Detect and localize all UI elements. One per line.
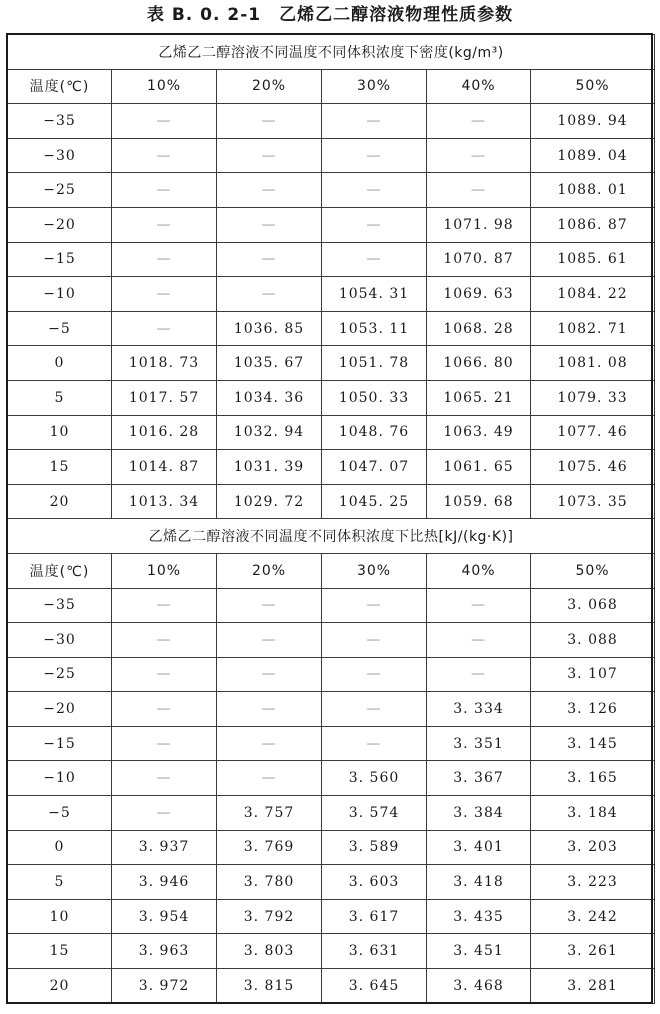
value-cell: 3. 334 xyxy=(427,692,531,727)
value-cell: 1054. 31 xyxy=(322,277,427,312)
value-cell: 3. 107 xyxy=(531,657,655,692)
column-header: 50% xyxy=(531,553,655,588)
value-cell: 1051. 78 xyxy=(322,346,427,381)
value-cell: 1070. 87 xyxy=(427,242,531,277)
value-cell: — xyxy=(217,692,322,727)
table-row xyxy=(8,761,655,796)
table-row xyxy=(8,242,655,277)
value-cell: 1034. 36 xyxy=(217,380,322,415)
table-row xyxy=(8,588,655,623)
temperature-cell: 15 xyxy=(8,450,112,485)
value-cell: — xyxy=(112,623,217,658)
temperature-cell: 15 xyxy=(8,934,112,969)
table-title-text: 乙烯乙二醇溶液物理性质参数 xyxy=(279,5,514,25)
value-cell: 3. 803 xyxy=(217,934,322,969)
table-row xyxy=(8,346,655,381)
value-cell: — xyxy=(112,692,217,727)
value-cell: 3. 757 xyxy=(217,796,322,831)
value-cell: 1069. 63 xyxy=(427,277,531,312)
table-row xyxy=(8,623,655,658)
value-cell: 1061. 65 xyxy=(427,450,531,485)
column-header: 20% xyxy=(217,553,322,588)
temperature-cell: 20 xyxy=(8,484,112,519)
value-cell: 3. 963 xyxy=(112,934,217,969)
temperature-cell: −5 xyxy=(8,796,112,831)
value-cell: — xyxy=(322,657,427,692)
value-cell: — xyxy=(217,173,322,208)
value-cell: 3. 792 xyxy=(217,899,322,934)
value-cell: 1082. 71 xyxy=(531,311,655,346)
table-row xyxy=(8,311,655,346)
value-cell: 1085. 61 xyxy=(531,242,655,277)
temperature-cell: 10 xyxy=(8,899,112,934)
value-cell: — xyxy=(217,207,322,242)
value-cell: 3. 631 xyxy=(322,934,427,969)
temperature-cell: −30 xyxy=(8,138,112,173)
value-cell: 1016. 28 xyxy=(112,415,217,450)
value-cell: 1017. 57 xyxy=(112,380,217,415)
value-cell: 3. 068 xyxy=(531,588,655,623)
temperature-cell: 5 xyxy=(8,380,112,415)
value-cell: 1029. 72 xyxy=(217,484,322,519)
column-header: 温度(℃) xyxy=(8,553,112,588)
value-cell: — xyxy=(427,623,531,658)
value-cell: 1036. 85 xyxy=(217,311,322,346)
table-row xyxy=(8,865,655,900)
value-cell: — xyxy=(112,138,217,173)
temperature-cell: −10 xyxy=(8,277,112,312)
value-cell: 3. 184 xyxy=(531,796,655,831)
column-header: 40% xyxy=(427,553,531,588)
value-cell: 3. 574 xyxy=(322,796,427,831)
value-cell: — xyxy=(322,207,427,242)
density-header-row xyxy=(8,69,655,104)
value-cell: 1050. 33 xyxy=(322,380,427,415)
value-cell: — xyxy=(427,588,531,623)
value-cell: 1071. 98 xyxy=(427,207,531,242)
value-cell: 3. 954 xyxy=(112,899,217,934)
value-cell: 1086. 87 xyxy=(531,207,655,242)
value-cell: 3. 351 xyxy=(427,726,531,761)
value-cell: — xyxy=(427,138,531,173)
temperature-cell: −20 xyxy=(8,692,112,727)
value-cell: — xyxy=(217,242,322,277)
value-cell: 3. 560 xyxy=(322,761,427,796)
table-number: 表 B. 0. 2-1 xyxy=(146,5,262,25)
column-header: 30% xyxy=(322,69,427,104)
table-row xyxy=(8,830,655,865)
value-cell: 1053. 11 xyxy=(322,311,427,346)
table-row xyxy=(8,726,655,761)
value-cell: 3. 223 xyxy=(531,865,655,900)
value-cell: 1035. 67 xyxy=(217,346,322,381)
column-header: 50% xyxy=(531,69,655,104)
value-cell: 3. 145 xyxy=(531,726,655,761)
value-cell: — xyxy=(217,761,322,796)
value-cell: — xyxy=(217,588,322,623)
value-cell: 1063. 49 xyxy=(427,415,531,450)
value-cell: 1031. 39 xyxy=(217,450,322,485)
value-cell: 3. 468 xyxy=(427,969,531,1004)
value-cell: 3. 815 xyxy=(217,969,322,1004)
table-row xyxy=(8,380,655,415)
temperature-cell: −15 xyxy=(8,726,112,761)
temperature-cell: 20 xyxy=(8,969,112,1004)
value-cell: — xyxy=(112,657,217,692)
value-cell: 1075. 46 xyxy=(531,450,655,485)
table-row xyxy=(8,934,655,969)
temperature-cell: 0 xyxy=(8,346,112,381)
value-cell: — xyxy=(217,657,322,692)
value-cell: 1077. 46 xyxy=(531,415,655,450)
value-cell: 1047. 07 xyxy=(322,450,427,485)
column-header: 10% xyxy=(112,69,217,104)
value-cell: 3. 645 xyxy=(322,969,427,1004)
value-cell: 3. 261 xyxy=(531,934,655,969)
value-cell: 3. 088 xyxy=(531,623,655,658)
temperature-cell: −20 xyxy=(8,207,112,242)
table-row xyxy=(8,796,655,831)
column-header: 20% xyxy=(217,69,322,104)
document-title xyxy=(0,3,660,27)
temperature-cell: −15 xyxy=(8,242,112,277)
table-row xyxy=(8,692,655,727)
value-cell: — xyxy=(112,796,217,831)
value-cell: 1081. 08 xyxy=(531,346,655,381)
value-cell: 3. 780 xyxy=(217,865,322,900)
value-cell: — xyxy=(322,623,427,658)
value-cell: — xyxy=(112,207,217,242)
value-cell: 3. 972 xyxy=(112,969,217,1004)
value-cell: 1068. 28 xyxy=(427,311,531,346)
value-cell: — xyxy=(217,726,322,761)
temperature-cell: −30 xyxy=(8,623,112,658)
value-cell: — xyxy=(322,173,427,208)
table-row xyxy=(8,207,655,242)
value-cell: — xyxy=(217,138,322,173)
value-cell: 1089. 04 xyxy=(531,138,655,173)
table-row xyxy=(8,104,655,139)
value-cell: 3. 418 xyxy=(427,865,531,900)
value-cell: 1084. 22 xyxy=(531,277,655,312)
temperature-cell: 0 xyxy=(8,830,112,865)
table-row xyxy=(8,657,655,692)
value-cell: — xyxy=(112,311,217,346)
table-row xyxy=(8,450,655,485)
value-cell: 1045. 25 xyxy=(322,484,427,519)
table-row xyxy=(8,415,655,450)
value-cell: 1066. 80 xyxy=(427,346,531,381)
value-cell: — xyxy=(427,104,531,139)
value-cell: 1032. 94 xyxy=(217,415,322,450)
value-cell: — xyxy=(112,277,217,312)
temperature-cell: 10 xyxy=(8,415,112,450)
value-cell: — xyxy=(112,173,217,208)
value-cell: — xyxy=(112,104,217,139)
value-cell: — xyxy=(217,104,322,139)
value-cell: 3. 589 xyxy=(322,830,427,865)
specific-heat-header-row xyxy=(8,553,655,588)
value-cell: 1079. 33 xyxy=(531,380,655,415)
value-cell: 3. 451 xyxy=(427,934,531,969)
properties-table xyxy=(7,34,655,1004)
temperature-cell: 5 xyxy=(8,865,112,900)
value-cell: 3. 203 xyxy=(531,830,655,865)
value-cell: 3. 435 xyxy=(427,899,531,934)
table-row xyxy=(8,277,655,312)
column-header: 温度(℃) xyxy=(8,69,112,104)
value-cell: 1014. 87 xyxy=(112,450,217,485)
density-section-caption: 乙烯乙二醇溶液不同温度不同体积浓度下密度(kg/m³) xyxy=(8,35,655,70)
value-cell: 3. 617 xyxy=(322,899,427,934)
value-cell: 3. 384 xyxy=(427,796,531,831)
value-cell: 3. 401 xyxy=(427,830,531,865)
value-cell: — xyxy=(112,761,217,796)
value-cell: 3. 281 xyxy=(531,969,655,1004)
table-row xyxy=(8,138,655,173)
value-cell: — xyxy=(112,242,217,277)
value-cell: 3. 937 xyxy=(112,830,217,865)
value-cell: — xyxy=(112,726,217,761)
value-cell: 1089. 94 xyxy=(531,104,655,139)
density-section-caption-row xyxy=(8,35,655,70)
value-cell: 3. 946 xyxy=(112,865,217,900)
table-row xyxy=(8,173,655,208)
table-row xyxy=(8,969,655,1004)
temperature-cell: −5 xyxy=(8,311,112,346)
value-cell: — xyxy=(322,726,427,761)
value-cell: — xyxy=(112,588,217,623)
value-cell: 3. 165 xyxy=(531,761,655,796)
column-header: 30% xyxy=(322,553,427,588)
specific-heat-section-caption: 乙烯乙二醇溶液不同温度不同体积浓度下比热[kJ/(kg·K)] xyxy=(8,519,655,554)
value-cell: 3. 126 xyxy=(531,692,655,727)
value-cell: — xyxy=(322,104,427,139)
value-cell: — xyxy=(322,692,427,727)
column-header: 10% xyxy=(112,553,217,588)
column-header: 40% xyxy=(427,69,531,104)
value-cell: 3. 603 xyxy=(322,865,427,900)
value-cell: 3. 242 xyxy=(531,899,655,934)
value-cell: 1073. 35 xyxy=(531,484,655,519)
value-cell: — xyxy=(427,657,531,692)
temperature-cell: −35 xyxy=(8,588,112,623)
value-cell: — xyxy=(322,242,427,277)
value-cell: 1018. 73 xyxy=(112,346,217,381)
specific-heat-section-caption-row xyxy=(8,519,655,554)
value-cell: 3. 367 xyxy=(427,761,531,796)
value-cell: 1048. 76 xyxy=(322,415,427,450)
value-cell: 1013. 34 xyxy=(112,484,217,519)
value-cell: 1088. 01 xyxy=(531,173,655,208)
table-row xyxy=(8,899,655,934)
temperature-cell: −25 xyxy=(8,173,112,208)
value-cell: — xyxy=(322,588,427,623)
value-cell: 3. 769 xyxy=(217,830,322,865)
value-cell: 1065. 21 xyxy=(427,380,531,415)
value-cell: — xyxy=(427,173,531,208)
temperature-cell: −35 xyxy=(8,104,112,139)
temperature-cell: −10 xyxy=(8,761,112,796)
temperature-cell: −25 xyxy=(8,657,112,692)
table-row xyxy=(8,484,655,519)
value-cell: — xyxy=(217,277,322,312)
value-cell: — xyxy=(322,138,427,173)
value-cell: 1059. 68 xyxy=(427,484,531,519)
value-cell: — xyxy=(217,623,322,658)
